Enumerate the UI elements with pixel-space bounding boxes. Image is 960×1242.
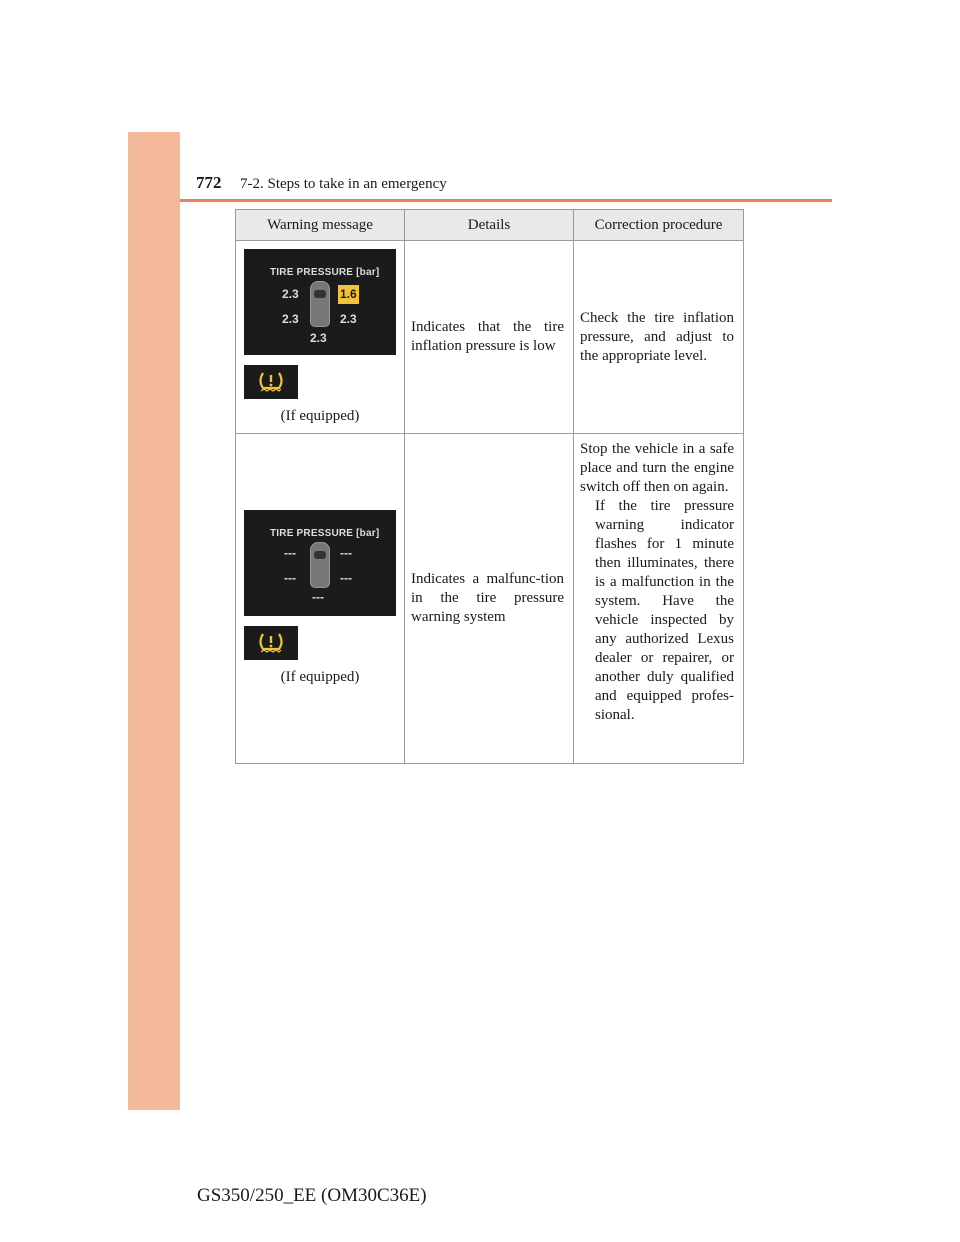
pressure-spare: --- [312,590,324,604]
display-title: TIRE PRESSURE [bar] [270,528,380,539]
display-title: TIRE PRESSURE [bar] [270,266,380,278]
table-header-row [236,210,744,241]
details-cell [405,434,574,764]
tire-pressure-warning-icon [244,626,298,660]
pressure-front-left: --- [284,546,296,560]
header-rule [180,199,832,202]
table-row [236,241,744,434]
pressure-rear-right: 2.3 [340,311,357,326]
correction-cell [574,241,744,434]
tire-pressure-warning-icon [244,365,298,399]
pressure-rear-left: 2.3 [282,311,299,326]
column-header-warning-message: Warning message [236,210,405,241]
warning-message-cell [236,241,405,434]
pressure-front-right: --- [340,546,352,560]
warning-message-cell [236,434,405,764]
correction-subtext: If the tire pressure warning indicator flashes for 1 minute then illuminates, there is a malfunction in the system. Have the vehicle inspected by any authorized Lexus dealer or repairer, or another duly qualified and equipped profes-sional. [595,498,734,723]
side-tab-band [128,132,180,1110]
warning-table [235,209,744,764]
car-top-view-icon [310,542,330,588]
details-cell [405,241,574,434]
column-header-details: Details [405,210,574,241]
if-equipped-caption: (If equipped) [280,407,360,424]
footer-model-code: GS350/250_EE (OM30C36E) [197,1185,427,1206]
correction-text: Stop the vehicle in a safe place and turn the engine switch off then on again. [580,441,734,495]
details-text: Indicates that the tire inflation pressure is low [411,319,564,354]
pressure-front-right: 1.6 [338,285,359,304]
table-row [236,434,744,764]
column-header-correction: Correction procedure [574,210,744,241]
tire-pressure-display [244,249,396,355]
pressure-rear-left: --- [284,571,296,585]
pressure-rear-right: --- [340,571,352,585]
pressure-spare: 2.3 [310,330,327,345]
correction-text: Check the tire inflation pressure, and adjust to the appropriate level. [580,309,734,364]
tire-pressure-display [244,510,396,616]
correction-cell [574,434,744,764]
page-number: 772 [196,173,222,192]
details-text: Indicates a malfunc-tion in the tire pressure warning system [411,571,564,625]
pressure-front-left: 2.3 [282,286,299,301]
if-equipped-caption: (If equipped) [280,669,360,685]
section-title: 7-2. Steps to take in an emergency [240,176,447,192]
car-top-view-icon [310,281,330,327]
